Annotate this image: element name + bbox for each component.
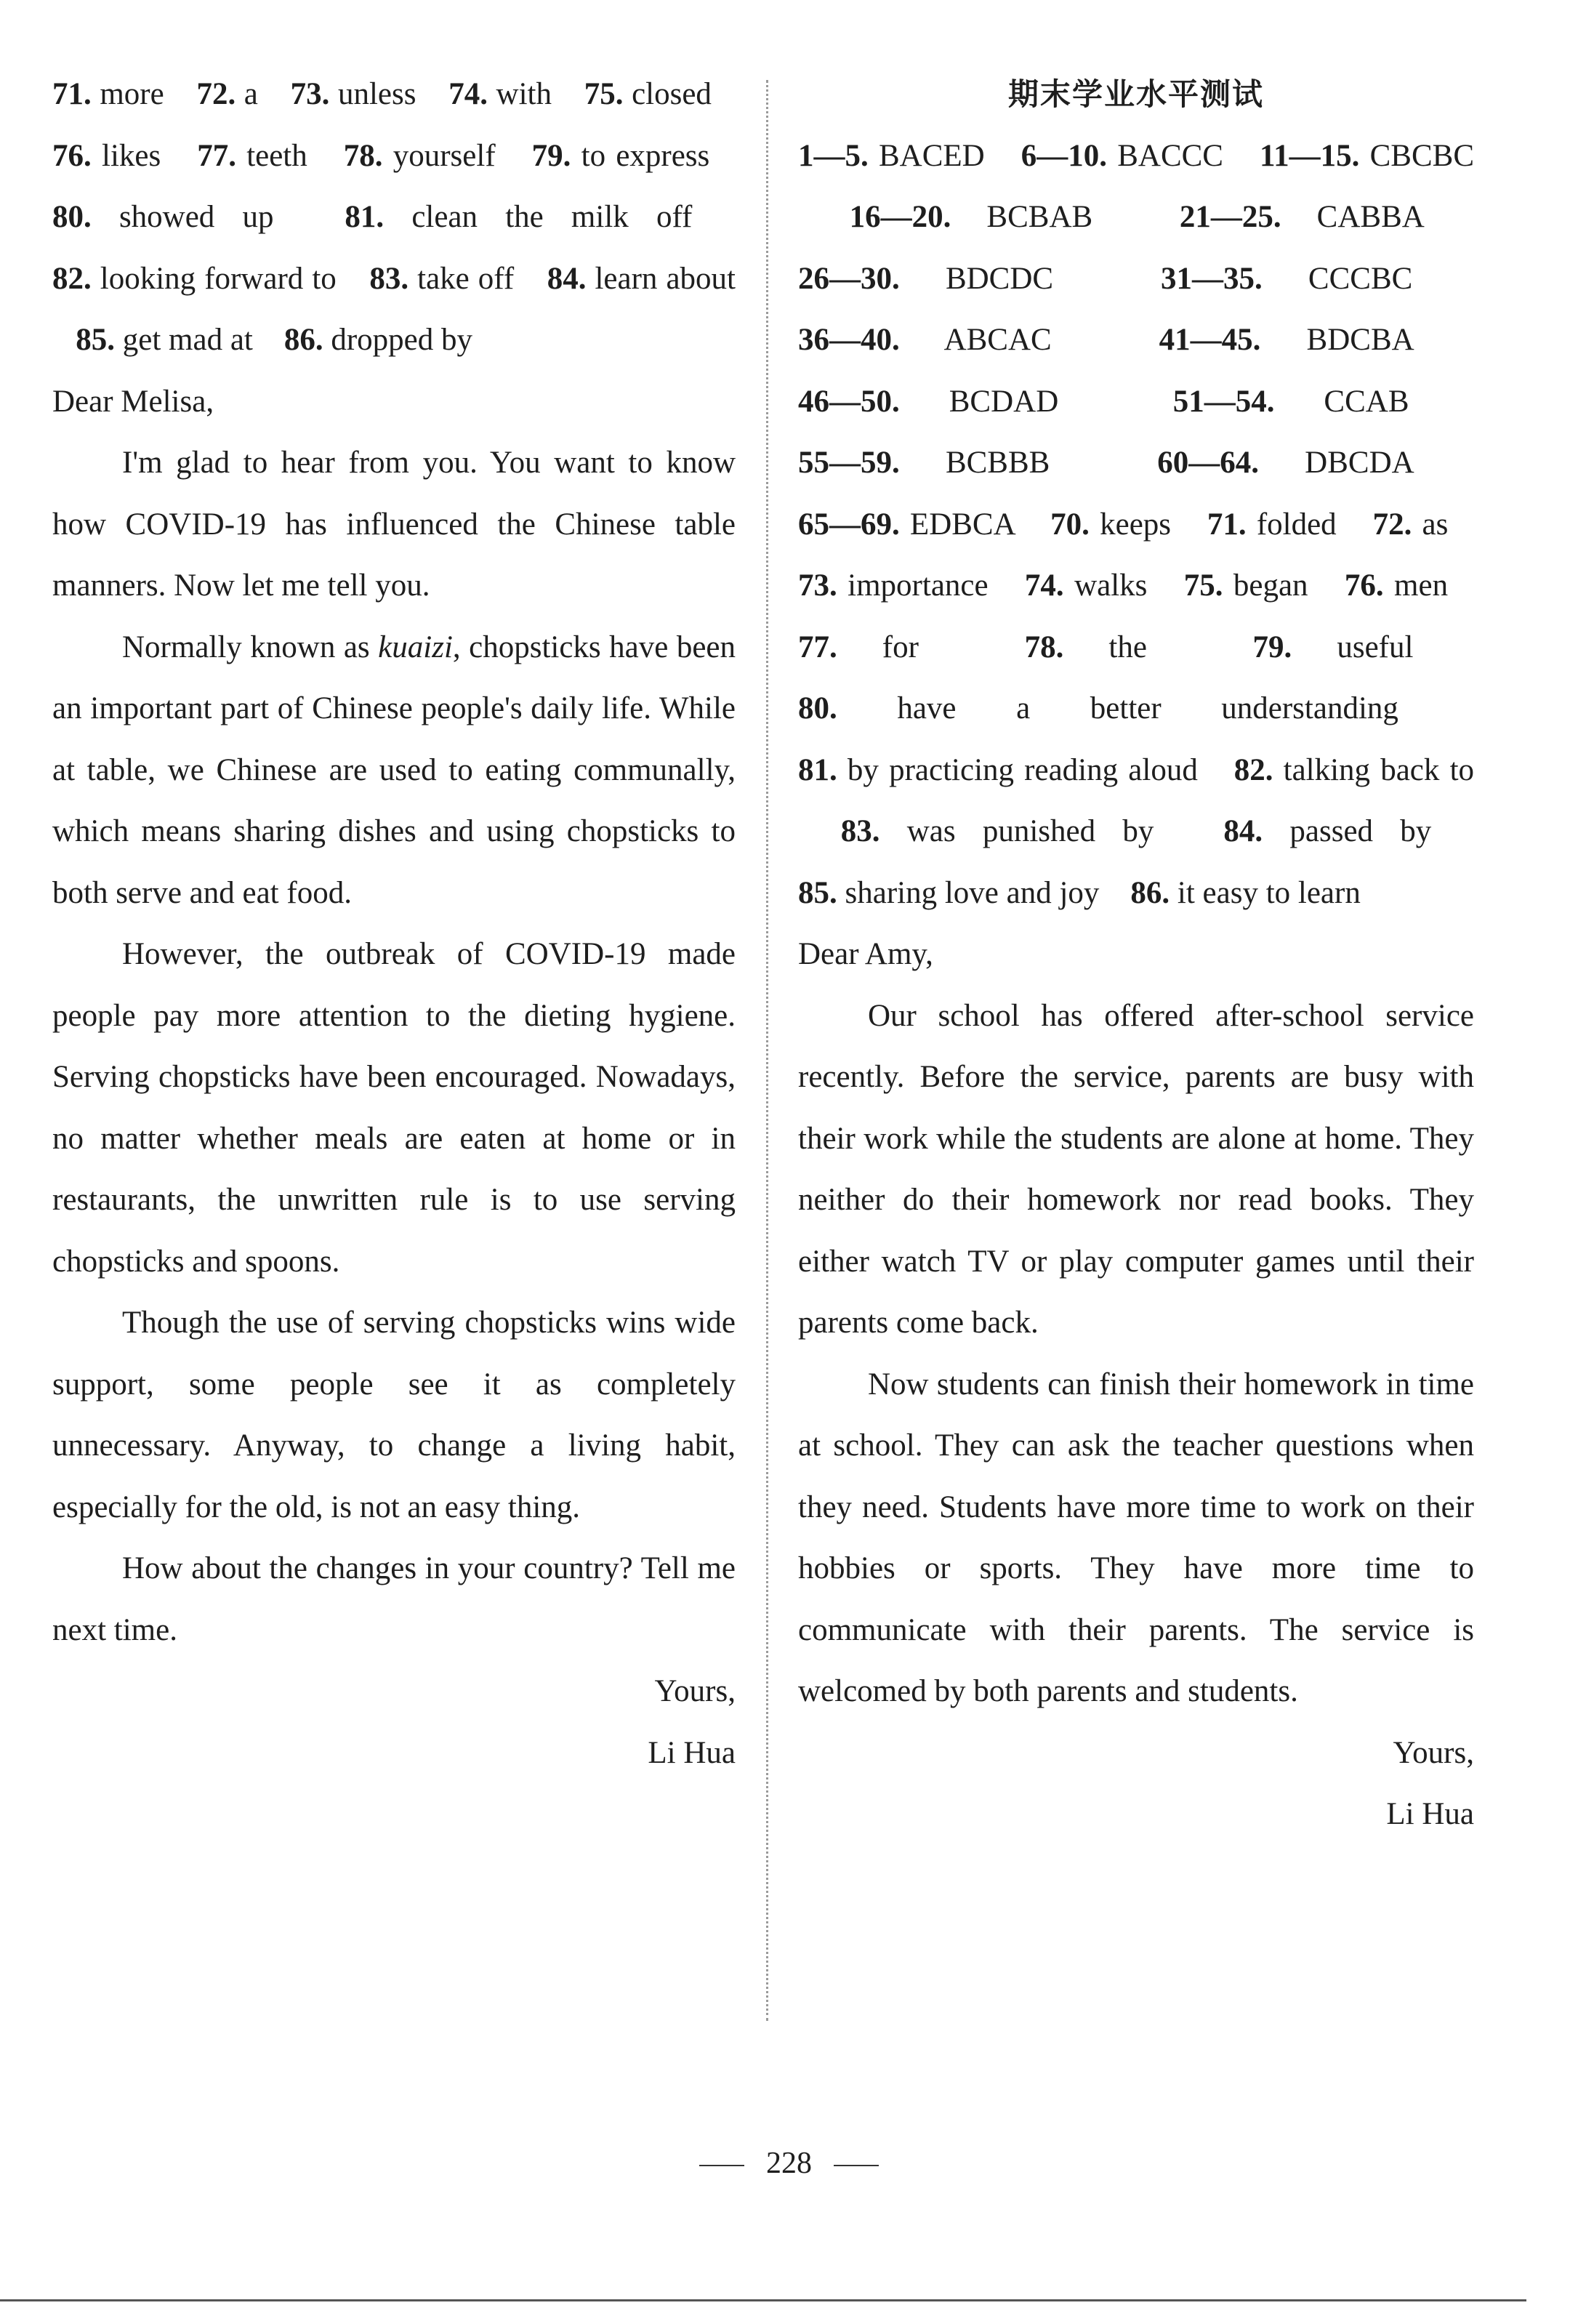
left-answer-number: 86.	[283, 323, 323, 357]
right-answer-number: 72.	[1372, 507, 1412, 542]
left-answer-number: 81.	[345, 200, 385, 234]
left-answer-item	[345, 200, 692, 234]
right-answer-number: 1—5.	[798, 138, 869, 173]
left-answer-text: a	[236, 77, 258, 111]
right-answer-number: 51—54.	[1172, 384, 1275, 419]
left-answer-number: 85.	[76, 323, 115, 357]
left-answer-item	[196, 77, 257, 111]
left-answer-text: looking forward to	[91, 261, 337, 296]
left-answer-text: clean the milk off	[384, 200, 693, 234]
left-letter-paragraph: I'm glad to hear from you. You want to know how COVID-19 has influenced the Chinese table manners. Now let me tell you.	[52, 446, 736, 603]
right-answer-item	[798, 876, 1099, 910]
left-answer-text: take off	[408, 261, 515, 296]
right-answer-item	[1021, 139, 1223, 173]
left-answer-item	[369, 262, 514, 296]
right-answer-number: 75.	[1183, 568, 1223, 603]
right-answer-number: 60—64.	[1157, 446, 1259, 480]
left-answer-text: likes	[91, 138, 161, 173]
right-answer-number: 86.	[1130, 875, 1170, 910]
left-answer-item	[52, 262, 337, 296]
right-answer-text: CBCBC	[1359, 138, 1475, 173]
right-answer-number: 80.	[798, 691, 837, 725]
right-answer-text: CCCBC	[1262, 261, 1413, 296]
right-answer-list	[798, 126, 1474, 925]
right-answer-number: 78.	[1024, 630, 1064, 664]
left-answer-number: 82.	[52, 261, 92, 296]
right-answer-number: 6—10.	[1021, 138, 1107, 173]
left-answer-item	[52, 77, 164, 111]
left-answer-number: 80.	[52, 200, 92, 234]
page-number-dash	[834, 2165, 879, 2166]
right-letter-greeting: Dear Amy,	[798, 937, 933, 971]
right-answer-number: 26—30.	[798, 261, 900, 296]
right-answer-text: folded	[1246, 507, 1337, 542]
right-answer-number: 79.	[1252, 630, 1292, 664]
right-answer-item	[850, 200, 1093, 234]
left-letter-signature: Li Hua	[648, 1735, 736, 1770]
left-answer-text: learn about	[586, 261, 736, 296]
left-letter-greeting: Dear Melisa,	[52, 384, 214, 419]
page-number-dash	[699, 2165, 744, 2166]
left-answer-item	[197, 139, 307, 173]
right-answer-text: began	[1223, 568, 1308, 603]
right-answer-text: men	[1383, 568, 1449, 603]
left-answer-text: unless	[329, 77, 416, 111]
right-answer-number: 84.	[1223, 814, 1263, 848]
right-answer-number: 65—69.	[798, 507, 900, 542]
right-answer-text: for	[837, 630, 919, 664]
right-answer-number: 74.	[1024, 568, 1064, 603]
right-answer-number: 71.	[1207, 507, 1247, 542]
right-answer-text: was punished by	[879, 814, 1154, 848]
column-divider	[766, 80, 768, 2021]
right-answer-item	[1373, 507, 1449, 542]
left-answer-number: 74.	[448, 77, 488, 111]
right-answer-item	[1180, 200, 1423, 234]
right-answer-text: CABBA	[1281, 200, 1423, 234]
right-answer-item	[1260, 139, 1474, 173]
right-answer-text: BACCC	[1106, 138, 1223, 173]
right-answer-item	[798, 323, 1052, 357]
right-answer-number: 70.	[1050, 507, 1090, 542]
right-answer-item	[798, 630, 919, 664]
left-answer-text: get mad at	[115, 323, 253, 357]
right-answer-number: 11—15.	[1259, 138, 1360, 173]
right-answer-text: CCAB	[1274, 384, 1409, 419]
left-letter-paragraph: However, the outbreak of COVID-19 made people pay more attention to the dieting hygiene. Serving chopsticks have been encouraged. Nowadays, no matter whether meals are eaten at home or in restaurants, the unwritten rule is to use serving chopsticks and spoons.	[52, 937, 736, 1279]
right-answer-item	[798, 446, 1050, 480]
right-answer-item	[1207, 507, 1337, 542]
page-number	[0, 2146, 1578, 2181]
right-answer-number: 83.	[840, 814, 880, 848]
left-answer-number: 78.	[343, 138, 383, 173]
right-answer-text: DBCDA	[1258, 446, 1413, 480]
right-letter	[798, 924, 1474, 1846]
left-answer-number: 83.	[369, 261, 409, 296]
left-answer-number: 77.	[197, 138, 236, 173]
right-answer-item	[798, 507, 1014, 542]
left-answer-list	[52, 64, 736, 371]
right-answer-number: 31—35.	[1160, 261, 1263, 296]
right-answer-text: sharing love and joy	[837, 875, 1100, 910]
left-answer-item	[52, 139, 161, 173]
left-answer-item	[584, 77, 712, 111]
left-answer-item	[284, 323, 472, 357]
right-answer-item	[1223, 814, 1431, 848]
left-letter-closing: Yours,	[654, 1674, 736, 1708]
right-answer-text: BCDAD	[899, 384, 1059, 419]
left-answer-number: 71.	[52, 77, 92, 111]
right-answer-item	[798, 262, 1053, 296]
left-answer-text: with	[487, 77, 552, 111]
left-answer-number: 75.	[584, 77, 624, 111]
right-answer-text: BCBAB	[951, 200, 1093, 234]
right-answer-text: useful	[1292, 630, 1414, 664]
left-answer-text: dropped by	[323, 323, 473, 357]
left-answer-item	[52, 200, 274, 234]
right-answer-text: walks	[1063, 568, 1148, 603]
right-answer-item	[1345, 568, 1448, 603]
left-answer-item	[76, 323, 253, 357]
page-number-text: 228	[766, 2147, 812, 2180]
left-letter-paragraph: How about the changes in your country? Tell me next time.	[52, 1551, 736, 1647]
left-answer-text: yourself	[382, 138, 496, 173]
right-answer-item	[798, 691, 1398, 725]
right-answer-number: 76.	[1344, 568, 1384, 603]
left-answer-item	[547, 262, 736, 296]
right-letter-signature: Li Hua	[1386, 1797, 1474, 1831]
right-answer-text: EDBCA	[899, 507, 1015, 542]
right-answer-text: the	[1063, 630, 1147, 664]
right-answer-item	[1173, 385, 1409, 419]
right-answer-text: BACED	[868, 138, 985, 173]
right-answer-number: 55—59.	[798, 446, 900, 480]
right-letter-paragraph: Our school has offered after-school service recently. Before the service, parents are busy with their work while the students are alone at home. They neither do their homework nor read books. They either watch TV or play computer games until their parents come back.	[798, 998, 1474, 1340]
left-answer-text: showed up	[91, 200, 274, 234]
right-answer-number: 36—40.	[798, 323, 900, 357]
right-answer-item	[798, 385, 1058, 419]
right-answer-item	[798, 753, 1198, 787]
right-answer-text: keeps	[1089, 507, 1172, 542]
right-answer-item	[1234, 753, 1474, 787]
section-title: 期末学业水平测试	[1007, 76, 1264, 112]
right-column	[798, 64, 1474, 1846]
right-answer-item	[1130, 876, 1360, 910]
right-answer-item	[1184, 568, 1308, 603]
right-answer-text: have a better understanding	[837, 691, 1398, 725]
right-answer-text: BDCBA	[1260, 323, 1413, 357]
right-answer-text: BDCDC	[899, 261, 1054, 296]
left-answer-number: 72.	[196, 77, 236, 111]
left-letter-paragraph: Normally known as kuaizi, chopsticks have been an important part of Chinese people's daily life. While at table, we Chinese are used to eating communally, which means sharing dishes and using chopsticks to both serve and eat food.	[52, 630, 736, 910]
italic-term: kuaizi	[378, 630, 453, 664]
left-answer-text: more	[91, 77, 164, 111]
right-answer-text: as	[1412, 507, 1449, 542]
right-answer-text: BCBBB	[899, 446, 1050, 480]
right-answer-number: 46—50.	[798, 384, 900, 419]
right-answer-number: 82.	[1233, 752, 1273, 787]
right-answer-text: talking back to	[1273, 752, 1475, 787]
right-answer-number: 85.	[798, 875, 837, 910]
right-answer-item	[841, 814, 1154, 848]
right-answer-number: 73.	[798, 568, 837, 603]
left-answer-item	[532, 139, 710, 173]
left-answer-item	[448, 77, 552, 111]
right-answer-item	[1161, 262, 1412, 296]
bottom-rule	[0, 2299, 1526, 2301]
right-answer-item	[1159, 323, 1413, 357]
left-answer-item	[344, 139, 496, 173]
right-letter-closing: Yours,	[1393, 1735, 1474, 1770]
right-answer-text: importance	[837, 568, 989, 603]
right-answer-number: 77.	[798, 630, 837, 664]
right-answer-item	[1253, 630, 1414, 664]
left-answer-number: 76.	[52, 138, 92, 173]
left-letter	[52, 371, 736, 1785]
left-answer-item	[291, 77, 416, 111]
right-answer-item	[1157, 446, 1412, 480]
right-letter-paragraph: Now students can finish their homework in time at school. They can ask the teacher questions when they need. Students have more time to work on their hobbies or sports. They have more time to communicate with their parents. The service is welcomed by both parents and students.	[798, 1367, 1474, 1708]
left-answer-text: closed	[623, 77, 712, 111]
right-answer-number: 16—20.	[849, 200, 951, 234]
right-answer-text: passed by	[1263, 814, 1432, 848]
right-answer-number: 21—25.	[1179, 200, 1281, 234]
left-answer-text: teeth	[236, 138, 307, 173]
right-answer-item	[1050, 507, 1171, 542]
left-answer-number: 84.	[547, 261, 587, 296]
left-answer-text: to express	[571, 138, 710, 173]
right-answer-item	[798, 139, 985, 173]
right-answer-number: 81.	[798, 752, 837, 787]
left-answer-number: 79.	[531, 138, 571, 173]
right-answer-item	[1025, 568, 1147, 603]
right-answer-number: 41—45.	[1159, 323, 1261, 357]
right-answer-text: ABCAC	[899, 323, 1052, 357]
left-answer-number: 73.	[290, 77, 330, 111]
right-answer-item	[1025, 630, 1147, 664]
left-letter-paragraph: Though the use of serving chopsticks wins wide support, some people see it as completely unnecessary. Anyway, to change a living habit, especially for the old, is not an easy thing.	[52, 1306, 736, 1524]
right-answer-item	[798, 568, 989, 603]
left-column	[52, 64, 736, 1784]
right-answer-text: it easy to learn	[1170, 875, 1361, 910]
right-answer-text: by practicing reading aloud	[837, 752, 1198, 787]
